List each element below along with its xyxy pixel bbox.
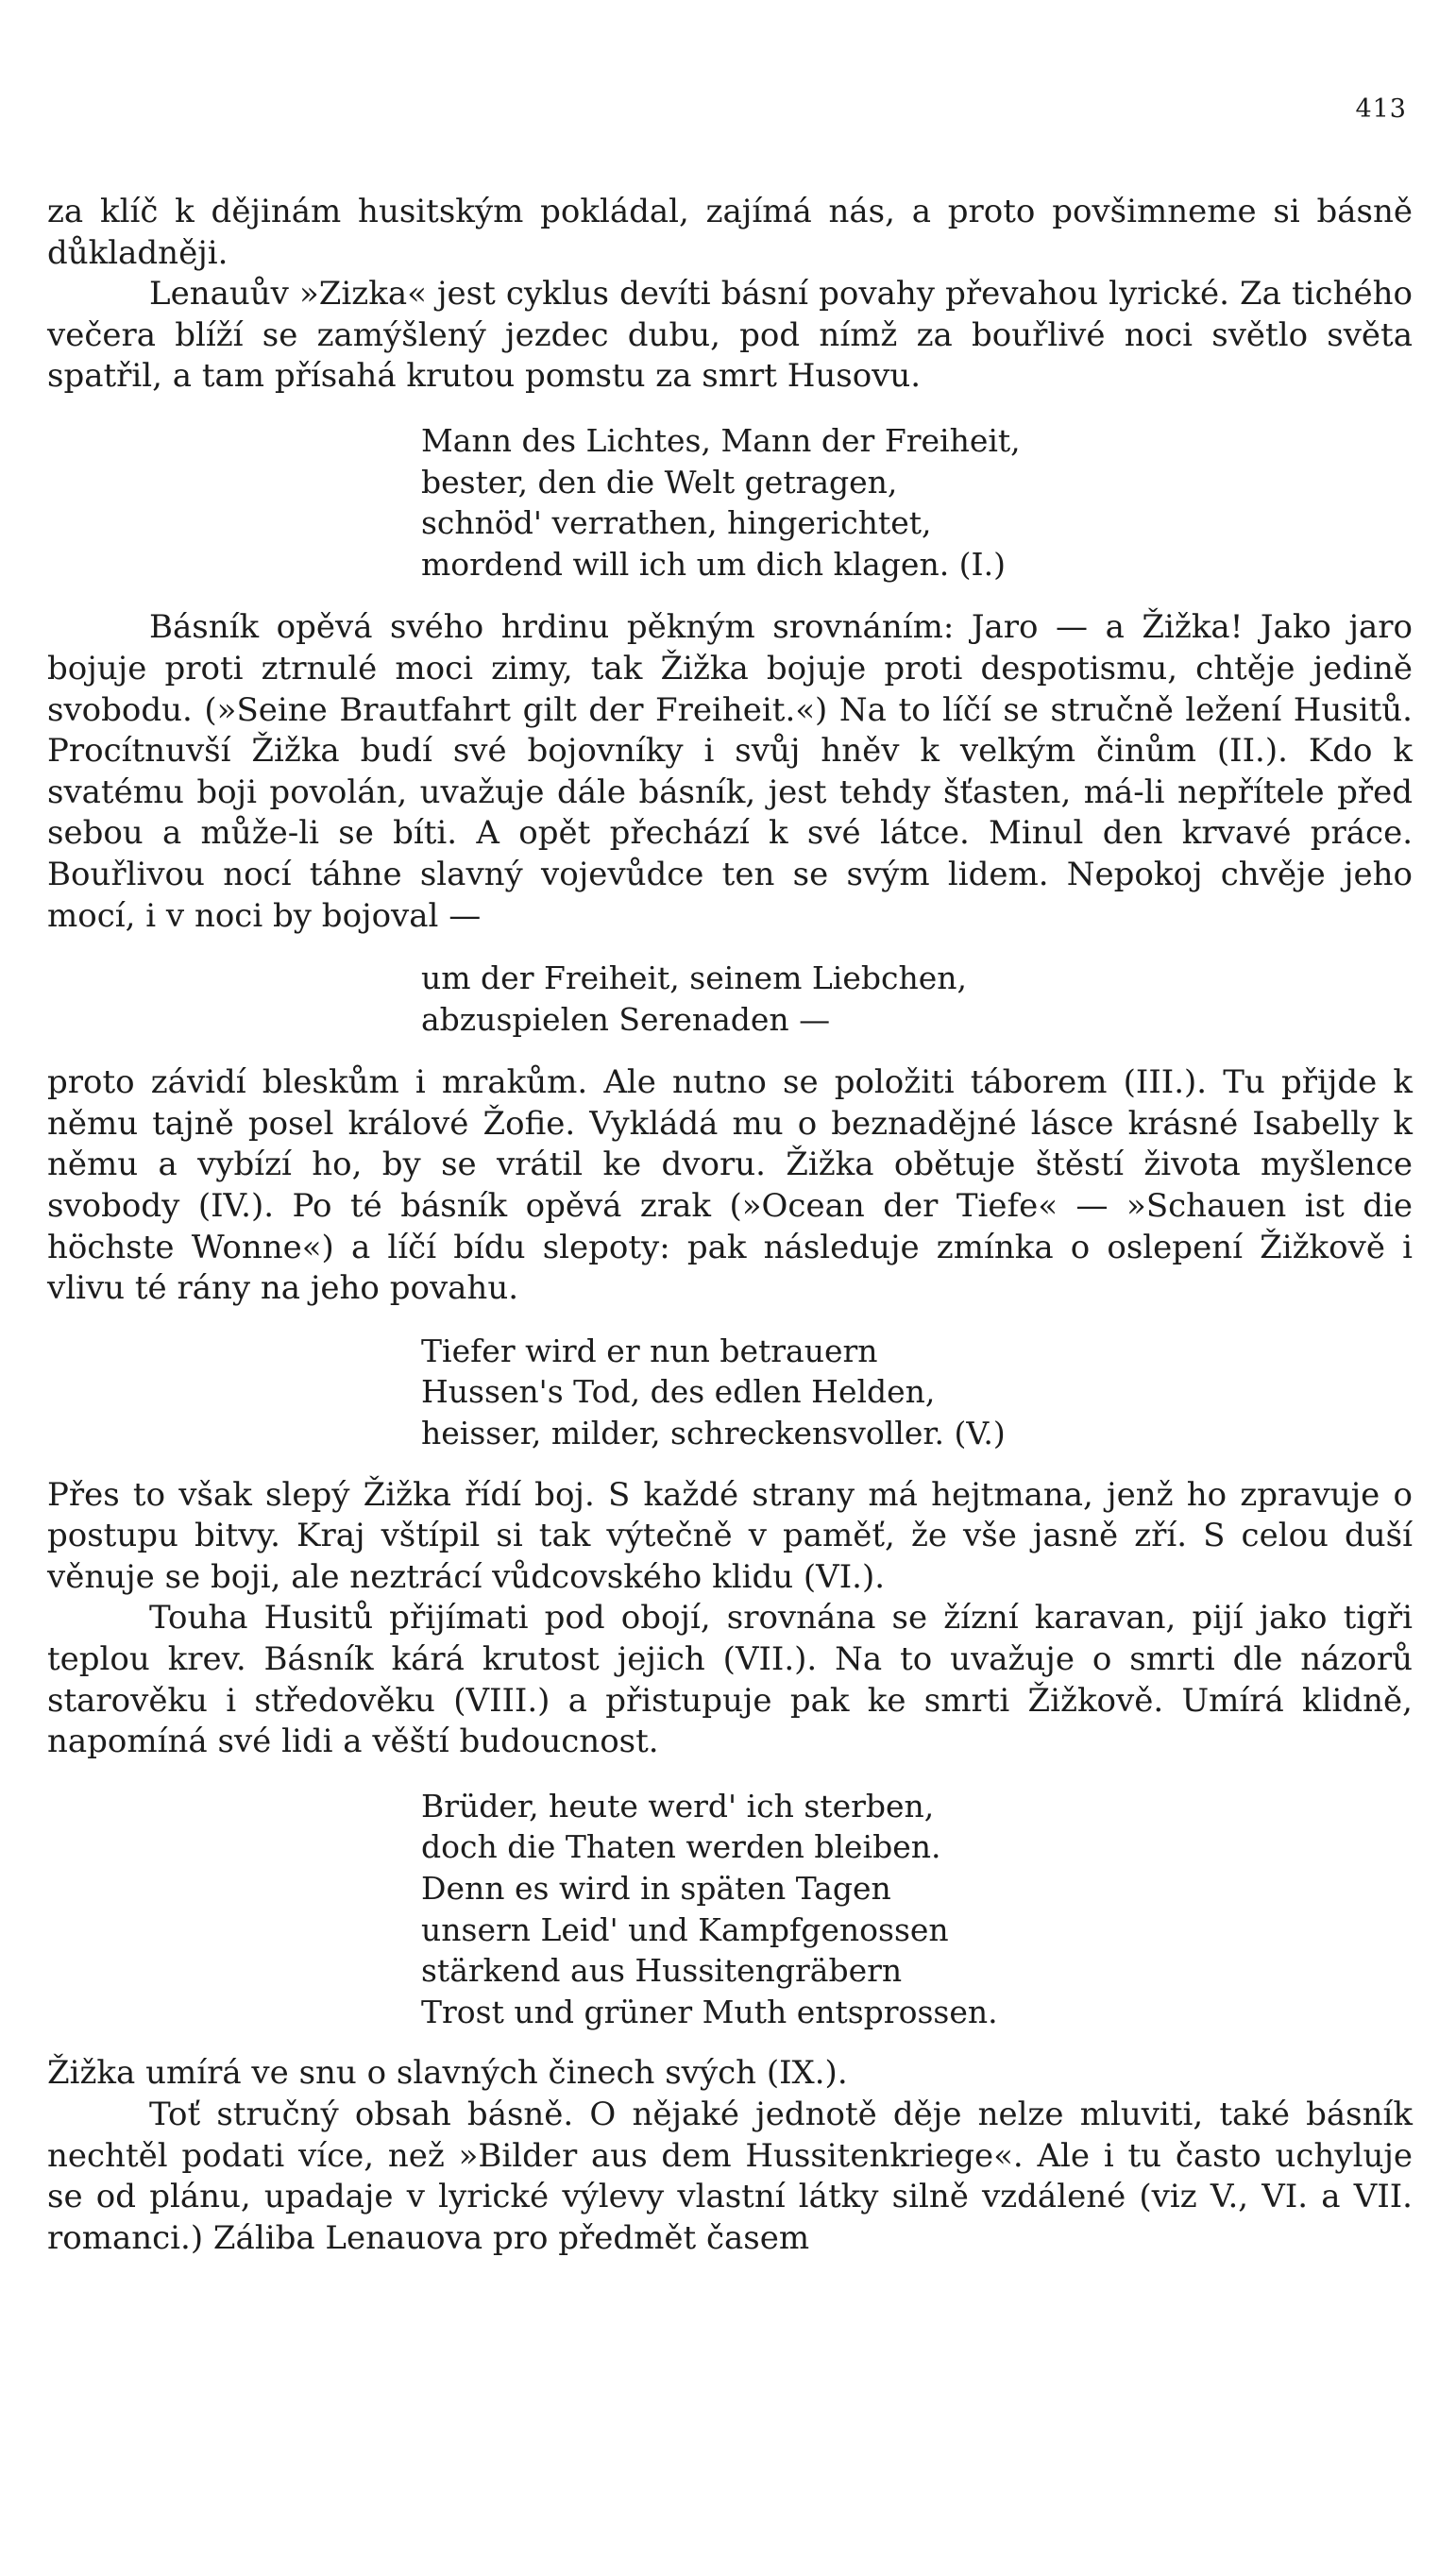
verse-line: stärkend aus Hussitengräbern	[421, 1952, 903, 1990]
verse-quote-1	[47, 420, 1413, 585]
verse-line: Mann des Lichtes, Mann der Freiheit,	[421, 421, 1021, 459]
verse-line: bester, den die Welt getragen,	[421, 463, 898, 501]
verse-quote-4	[47, 1786, 1413, 2033]
verse-line: Denn es wird in späten Tagen	[421, 1869, 891, 1907]
verse-line: schnöd' verrathen, hingerichtet,	[421, 504, 932, 542]
paragraph-blind-zizka: Přes to však slepý Žižka řídí boj. S každé strany má hejtmana, jenž ho zpravuje o postupu bitvy. Kraj vštípil si tak výtečně v paměť, že vše jasně zří. S celou duší věnuje se boji, ale neztrácí vůdcovského klidu (VI.).	[47, 1475, 1413, 1596]
verse-line: Trost und grüner Muth entsprossen.	[421, 1993, 998, 2030]
verse-line: heisser, milder, schreckensvoller. (V.)	[421, 1415, 1006, 1452]
page-number: 413	[1355, 94, 1407, 124]
verse-line: um der Freiheit, seinem Liebchen,	[421, 959, 967, 997]
verse-line: mordend will ich um dich klagen. (I.)	[421, 545, 1006, 583]
paragraph-spring-comparison: Básník opěvá svého hrdinu pěkným srovnáním: Jaro — a Žižka! Jako jaro bojuje proti ztrnulé moci zimy, tak Žižka bojuje proti despotismu, chtěje jedině svobodu. (»Seine Brautfahrt gilt der Freiheit.«) Na to líčí se stručně ležení Husitů. Procítnuvší Žižka budí své bojovníky i svůj hněv k velkým činům (II.). Kdo k svatému boji povolán, uvažuje dále básník, jest tehdy šťasten, má-li nepřítele před sebou a může-li se bíti. A opět přechází k své látce. Minul den krvavé práce. Bouřlivou nocí táhne slavný vojevůdce ten se svým lidem. Nepokoj chvěje jeho mocí, i v noci by bojoval —	[47, 608, 1413, 935]
verse-line: Tiefer wird er nun betrauern	[421, 1332, 878, 1369]
verse-line: Hussen's Tod, des edlen Helden,	[421, 1373, 936, 1411]
paragraph-envy-lightning: proto závidí bleskům i mrakům. Ale nutno se položiti táborem (III.). Tu přijde k němu tajně posel králové Žofie. Vykládá mu o beznadějné lásce krásné Isabelly k němu a vybízí ho, by se vrátil ke dvoru. Žižka obětuje štěstí života myšlence svobody (IV.). Po té básník opěvá zrak (»Ocean der Tiefe« — »Schauen ist die höchste Wonne«) a líčí bídu slepoty: pak následuje zmínka o oslepení Žižkově i vlivu té rány na jeho povahu.	[47, 1063, 1413, 1308]
paragraph-lenau-zizka: Lenauův »Zizka« jest cyklus devíti básní povahy převahou lyrické. Za tichého večera blíží se zamýšlený jezdec dubu, pod nímž za bouřlivé noci světlo světa spatřil, a tam přísahá krutou pomstu za smrt Husovu.	[47, 275, 1413, 396]
paragraph-zizka-dies: Žižka umírá ve snu o slavných činech svých (IX.).	[47, 2054, 848, 2093]
paragraph-intro: za klíč k dějinám husitským pokládal, zajímá nás, a proto povšimneme si básně důkladněji.	[47, 193, 1413, 272]
page-body	[47, 192, 1413, 2259]
verse-line: abzuspielen Serenaden —	[421, 1000, 831, 1038]
verse-line: doch die Thaten werden bleiben.	[421, 1828, 941, 1866]
verse-line: Brüder, heute werd' ich sterben,	[421, 1787, 935, 1825]
verse-quote-2	[47, 958, 1413, 1040]
paragraph-summary: Toť stručný obsah básně. O nějaké jednotě děje nelze mluviti, také básník nechtěl podati více, než »Bilder aus dem Hussitenkriege«. Ale i tu často uchyluje se od plánu, upadaje v lyrické výlevy vlastní látky silně vzdálené (viz V., VI. a VII. romanci.) Záliba Lenauova pro předmět časem	[47, 2095, 1413, 2257]
verse-line: unsern Leid' und Kampfgenossen	[421, 1910, 949, 1948]
paragraph-hussite-thirst: Touha Husitů přijímati pod obojí, srovnána se žízní karavan, pijí jako tigři teplou krev. Básník kárá krutost jejich (VII.). Na to uvažuje o smrti dle názorů starověku i středověku (VIII.) a přistupuje pak ke smrti Žižkově. Umírá klidně, napomíná své lidi a věští budoucnost.	[47, 1599, 1413, 1761]
verse-quote-3	[47, 1331, 1413, 1454]
